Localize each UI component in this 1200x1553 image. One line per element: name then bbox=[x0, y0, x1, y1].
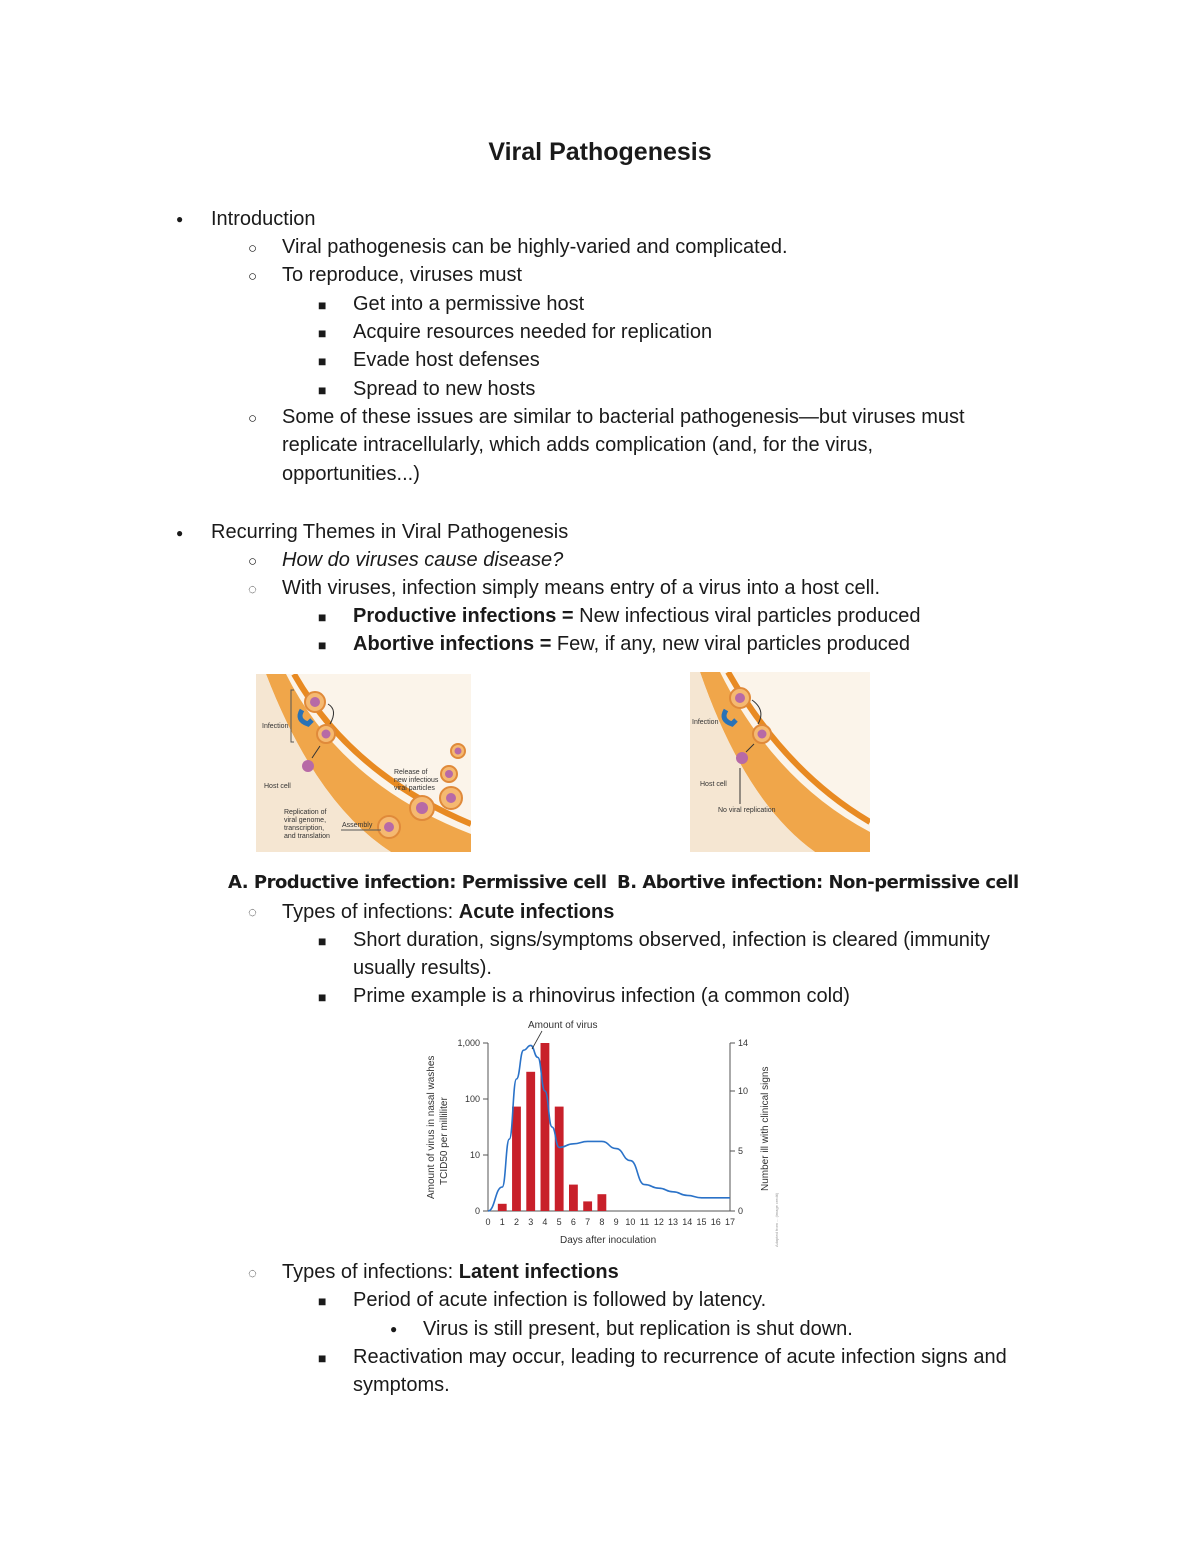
bar-ill-day-5 bbox=[555, 1107, 564, 1211]
x-tick-label: 16 bbox=[710, 1217, 721, 1227]
caption-letter: A. bbox=[228, 872, 249, 893]
x-tick-label: 14 bbox=[682, 1217, 693, 1227]
y-axis-label-right: Number ill with clinical signs bbox=[760, 1066, 771, 1191]
list-item: Prime example is a rhinovirus infection (a common cold) bbox=[353, 985, 850, 1007]
bullet-disc: ● bbox=[176, 212, 184, 226]
term-abortive: Abortive infections = bbox=[353, 633, 552, 655]
label-replication: and translation bbox=[284, 833, 330, 840]
x-tick-label: 6 bbox=[570, 1217, 576, 1227]
x-tick-label: 1 bbox=[499, 1217, 505, 1227]
list-item-latent bbox=[282, 1258, 619, 1286]
y-tick-label-right: 10 bbox=[738, 1086, 749, 1096]
type-prefix: Types of infections: bbox=[282, 1261, 459, 1283]
bullet-square: ■ bbox=[318, 353, 327, 369]
list-item-acute bbox=[282, 898, 614, 926]
x-tick-label: 3 bbox=[528, 1217, 534, 1227]
term-latent: Latent infections bbox=[458, 1261, 619, 1283]
label-replication: viral genome, bbox=[284, 817, 327, 824]
section-heading-themes: Recurring Themes in Viral Pathogenesis bbox=[211, 521, 569, 543]
figure-productive-infection bbox=[256, 674, 471, 852]
bullet-square: ■ bbox=[318, 609, 327, 625]
bar-ill-day-3 bbox=[526, 1072, 535, 1211]
x-tick-label: 11 bbox=[639, 1217, 650, 1227]
bullet-dotted-circle: ◌ bbox=[248, 581, 257, 598]
y-tick-label-right: 5 bbox=[738, 1146, 744, 1156]
list-item: Short duration, signs/symptoms observed, infection is cleared (immunity bbox=[353, 929, 990, 951]
label-infection: Infection bbox=[692, 719, 719, 726]
y-tick-label-left: 0 bbox=[474, 1206, 480, 1216]
section-heading-introduction: Introduction bbox=[211, 208, 316, 230]
bullet-square: ■ bbox=[318, 1293, 327, 1309]
bullet-circle: ○ bbox=[248, 240, 258, 257]
chart-svg bbox=[420, 1015, 782, 1250]
x-tick-label: 17 bbox=[724, 1217, 736, 1227]
label-host-cell: Host cell bbox=[700, 781, 727, 788]
list-item-productive bbox=[353, 602, 920, 630]
bullet-dotted-circle: ◌ bbox=[248, 904, 257, 921]
bar-ill-day-6 bbox=[569, 1185, 578, 1211]
list-item: Spread to new hosts bbox=[353, 378, 536, 400]
caption-letter: B. bbox=[617, 872, 637, 893]
bullet-square: ■ bbox=[318, 933, 327, 949]
x-tick-label: 13 bbox=[668, 1217, 679, 1227]
bullet-disc: ● bbox=[390, 1322, 398, 1336]
x-tick-label: 15 bbox=[696, 1217, 707, 1227]
x-tick-label: 10 bbox=[625, 1217, 636, 1227]
term-productive: Productive infections = bbox=[353, 605, 574, 627]
y-axis-label-left-units: TCID50 per milliliter bbox=[439, 1097, 450, 1185]
x-tick-label: 0 bbox=[485, 1217, 491, 1227]
list-item: With viruses, infection simply means entry of a virus into a host cell. bbox=[282, 577, 881, 599]
list-item-continuation: symptoms. bbox=[353, 1374, 450, 1396]
image-credit: Adapted from ... (image credit) bbox=[774, 1192, 779, 1247]
label-infection: Infection bbox=[262, 723, 289, 730]
label-release: new infectious bbox=[394, 777, 439, 784]
series-line-amount-of-virus bbox=[488, 1045, 730, 1211]
list-item-continuation: usually results). bbox=[353, 957, 492, 979]
list-item: Evade host defenses bbox=[353, 349, 540, 371]
list-item: Reactivation may occur, leading to recurrence of acute infection signs and bbox=[353, 1346, 1007, 1368]
bar-ill-day-4 bbox=[541, 1043, 550, 1211]
type-prefix: Types of infections: bbox=[282, 901, 459, 923]
caption-text: Abortive infection: Non-permissive cell bbox=[636, 872, 1019, 893]
x-tick-label: 4 bbox=[542, 1217, 548, 1227]
bullet-dotted-circle: ◌ bbox=[248, 1265, 257, 1282]
term-acute: Acute infections bbox=[458, 901, 615, 923]
y-tick-label-left: 100 bbox=[464, 1094, 480, 1104]
bullet-square: ■ bbox=[318, 637, 327, 653]
y-axis-label-left: Amount of virus in nasal washes bbox=[426, 1055, 437, 1199]
list-item: How do viruses cause disease? bbox=[282, 549, 564, 571]
bar-ill-day-2 bbox=[512, 1107, 521, 1211]
caption-text: Productive infection: Permissive cell bbox=[248, 872, 607, 893]
x-tick-label: 12 bbox=[653, 1217, 664, 1227]
figure-abortive-infection bbox=[690, 672, 870, 852]
label-host-cell: Host cell bbox=[264, 783, 291, 790]
bullet-square: ■ bbox=[318, 325, 327, 341]
label-assembly: Assembly bbox=[342, 822, 373, 829]
annotation-amount-of-virus: Amount of virus bbox=[528, 1020, 598, 1031]
x-tick-label: 2 bbox=[513, 1217, 519, 1227]
list-item: Viral pathogenesis can be highly-varied and complicated. bbox=[282, 236, 788, 258]
caption-figure-b bbox=[617, 872, 1019, 893]
y-tick-label-left: 1,000 bbox=[457, 1038, 480, 1048]
definition-abortive: Few, if any, new viral particles produced bbox=[551, 633, 911, 655]
y-tick-label-left: 10 bbox=[469, 1150, 480, 1160]
page-title: Viral Pathogenesis bbox=[488, 138, 712, 166]
x-tick-label: 5 bbox=[556, 1217, 562, 1227]
label-release: Release of bbox=[394, 769, 428, 776]
label-replication: transcription, bbox=[284, 825, 325, 832]
bullet-square: ■ bbox=[318, 297, 327, 313]
list-item: Some of these issues are similar to bacterial pathogenesis—but viruses must bbox=[282, 406, 965, 428]
list-item-abortive bbox=[353, 630, 910, 658]
y-tick-label-right: 14 bbox=[738, 1038, 749, 1048]
list-item: Acquire resources needed for replication bbox=[353, 321, 713, 343]
bar-ill-day-7 bbox=[583, 1201, 592, 1211]
list-item-continuation: opportunities...) bbox=[282, 463, 420, 485]
list-item: Virus is still present, but replication is shut down. bbox=[423, 1318, 853, 1340]
list-item: Period of acute infection is followed by latency. bbox=[353, 1289, 767, 1311]
bar-ill-day-8 bbox=[597, 1194, 606, 1211]
label-release: viral particles bbox=[394, 785, 435, 792]
annotation-leader bbox=[532, 1031, 542, 1049]
list-item-continuation: replicate intracellularly, which adds complication (and, for the virus, bbox=[282, 434, 874, 456]
list-item: Get into a permissive host bbox=[353, 293, 585, 315]
caption-figure-a bbox=[228, 872, 607, 893]
bar-ill-day-1 bbox=[498, 1204, 507, 1211]
bullet-disc: ● bbox=[176, 526, 184, 540]
x-axis-label: Days after inoculation bbox=[560, 1235, 657, 1246]
x-tick-label: 7 bbox=[585, 1217, 591, 1227]
bullet-circle: ○ bbox=[248, 553, 258, 570]
bullet-square: ■ bbox=[318, 989, 327, 1005]
definition-productive: New infectious viral particles produced bbox=[573, 605, 921, 627]
label-no-replication: No viral replication bbox=[718, 807, 776, 814]
bullet-circle: ○ bbox=[248, 410, 258, 427]
label-replication: Replication of bbox=[284, 809, 327, 816]
rhinovirus-chart bbox=[420, 1015, 782, 1250]
x-tick-label: 9 bbox=[613, 1217, 619, 1227]
y-tick-label-right: 0 bbox=[738, 1206, 744, 1216]
bullet-square: ■ bbox=[318, 1350, 327, 1366]
bullet-square: ■ bbox=[318, 382, 327, 398]
list-item: To reproduce, viruses must bbox=[282, 264, 523, 286]
bullet-circle: ○ bbox=[248, 268, 258, 285]
x-tick-label: 8 bbox=[599, 1217, 605, 1227]
